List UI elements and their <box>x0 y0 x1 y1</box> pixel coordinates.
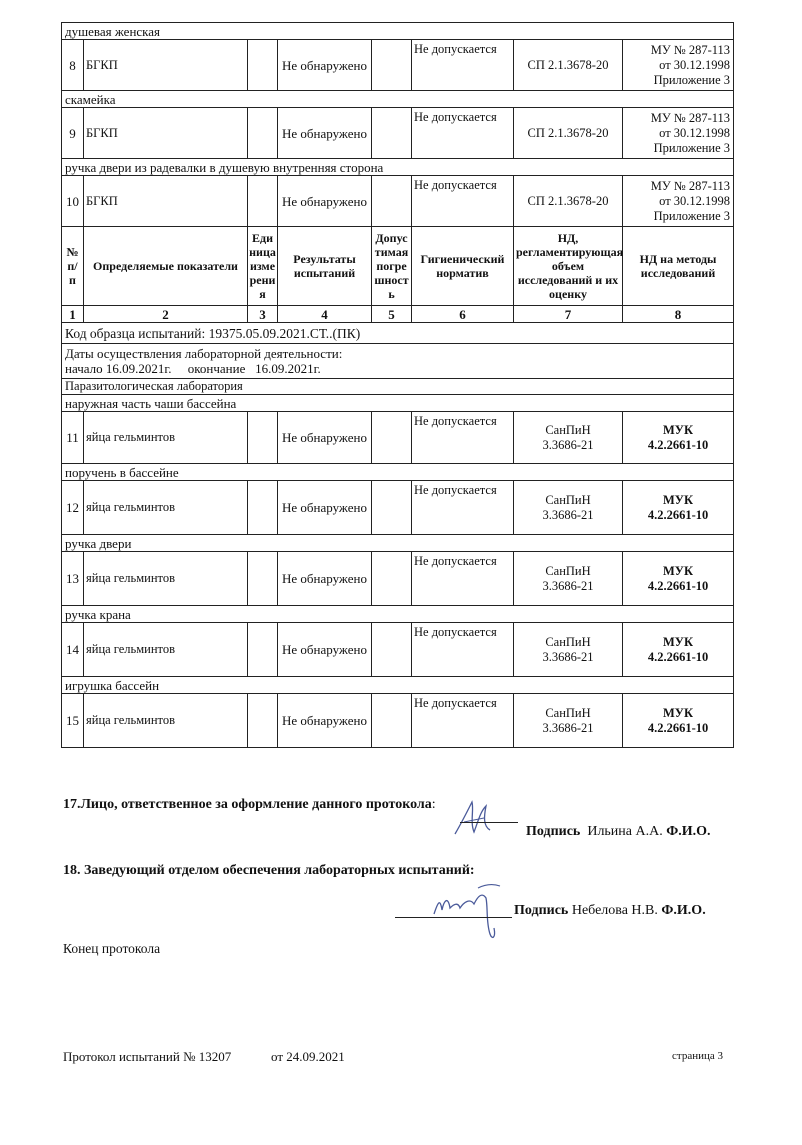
section-label-row <box>62 395 734 412</box>
header-error: Допустимая погрешность <box>372 227 412 306</box>
section-label: скамейка <box>62 91 734 108</box>
section-label-row <box>62 23 734 40</box>
indicator-name: яйца гельминтов <box>84 481 248 535</box>
method-line: от 30.12.1998 <box>659 193 731 208</box>
row-number: 9 <box>62 108 84 159</box>
method-cell: МУК 4.2.2661-10 <box>623 481 734 535</box>
error-cell <box>372 108 412 159</box>
result-cell: Не обнаружено <box>278 481 372 535</box>
row-number: 12 <box>62 481 84 535</box>
nd-cell: СП 2.1.3678-20 <box>514 176 623 227</box>
item17-sign-info: Подпись Ильина А.А. Ф.И.О. <box>526 824 711 839</box>
footer-date: от 24.09.2021 <box>271 1049 345 1064</box>
item18-sign-info: Подпись Небелова Н.В. Ф.И.О. <box>514 903 706 918</box>
indicator-name: яйца гельминтов <box>84 623 248 677</box>
table-header-row <box>62 227 734 306</box>
results-table <box>61 22 734 748</box>
dates-values: начало 16.09.2021г. окончание 16.09.2021г. <box>65 361 321 376</box>
header-indicators: Определяемые показатели <box>84 227 248 306</box>
indicator-name: БГКП <box>84 108 248 159</box>
method-line: МУ № 287-113 <box>650 110 731 125</box>
section-label: ручка двери из радевалки в душевую внутренняя сторона <box>62 159 734 176</box>
result-cell: Не обнаружено <box>278 694 372 748</box>
table-row <box>62 623 734 677</box>
section-label-row <box>62 677 734 694</box>
nd-cell: СП 2.1.3678-20 <box>514 40 623 91</box>
column-number: 7 <box>514 306 623 323</box>
column-number: 2 <box>84 306 248 323</box>
method-line: МУ № 287-113 <box>650 42 731 57</box>
norm-cell: Не допускается <box>412 481 514 535</box>
table-row <box>62 412 734 464</box>
method-cell: МУК 4.2.2661-10 <box>623 694 734 748</box>
row-number: 8 <box>62 40 84 91</box>
result-cell: Не обнаружено <box>278 412 372 464</box>
result-cell: Не обнаружено <box>278 108 372 159</box>
signature-line-17 <box>460 822 518 823</box>
method-cell <box>623 40 734 91</box>
section-label-row <box>62 464 734 481</box>
column-number: 4 <box>278 306 372 323</box>
result-cell: Не обнаружено <box>278 176 372 227</box>
norm-cell: Не допускается <box>412 623 514 677</box>
norm-cell: Не допускается <box>412 108 514 159</box>
row-number: 14 <box>62 623 84 677</box>
section-label: поручень в бассейне <box>62 464 734 481</box>
unit-cell <box>248 412 278 464</box>
indicator-name: яйца гельминтов <box>84 552 248 606</box>
footer-protocol-number: Протокол испытаний № 13207 <box>63 1049 232 1064</box>
error-cell <box>372 623 412 677</box>
method-line: от 30.12.1998 <box>659 57 731 72</box>
method-cell: МУК 4.2.2661-10 <box>623 552 734 606</box>
norm-cell: Не допускается <box>412 694 514 748</box>
unit-cell <box>248 694 278 748</box>
row-number: 11 <box>62 412 84 464</box>
table-row <box>62 108 734 159</box>
header-unit: Единица измерения <box>248 227 278 306</box>
method-line: Приложение 3 <box>653 208 731 223</box>
header-methods: НД на методы исследований <box>623 227 734 306</box>
header-results: Результаты испытаний <box>278 227 372 306</box>
column-number: 1 <box>62 306 84 323</box>
error-cell <box>372 694 412 748</box>
section-label: ручка двери <box>62 535 734 552</box>
section-label-row <box>62 159 734 176</box>
table-row <box>62 176 734 227</box>
method-cell <box>623 108 734 159</box>
nd-cell: СанПиН 3.3686-21 <box>514 694 623 748</box>
column-number: 8 <box>623 306 734 323</box>
nd-cell: СанПиН 3.3686-21 <box>514 481 623 535</box>
table-row <box>62 481 734 535</box>
sample-code: Код образца испытаний: 19375.05.09.2021.СТ..(ПК) <box>62 323 734 344</box>
section-label: наружная часть чаши бассейна <box>62 395 734 412</box>
result-cell: Не обнаружено <box>278 40 372 91</box>
item17-title: 17.Лицо, ответственное за оформление данного протокола: <box>63 797 436 812</box>
unit-cell <box>248 552 278 606</box>
sample-code-row <box>62 323 734 344</box>
signature-line-18 <box>395 917 512 918</box>
method-line: МУ № 287-113 <box>650 178 731 193</box>
indicator-name: яйца гельминтов <box>84 412 248 464</box>
method-cell: МУК 4.2.2661-10 <box>623 412 734 464</box>
column-number: 5 <box>372 306 412 323</box>
unit-cell <box>248 176 278 227</box>
result-cell: Не обнаружено <box>278 552 372 606</box>
row-number: 13 <box>62 552 84 606</box>
end-of-protocol: Конец протокола <box>63 941 161 956</box>
error-cell <box>372 412 412 464</box>
signature-nebelova <box>430 878 510 952</box>
method-line: от 30.12.1998 <box>659 125 731 140</box>
error-cell <box>372 552 412 606</box>
error-cell <box>372 176 412 227</box>
unit-cell <box>248 623 278 677</box>
nd-cell: СанПиН 3.3686-21 <box>514 552 623 606</box>
table-row <box>62 40 734 91</box>
indicator-name: БГКП <box>84 40 248 91</box>
lab-row <box>62 379 734 395</box>
row-number: 10 <box>62 176 84 227</box>
lab-name: Паразитологическая лаборатория <box>62 379 734 395</box>
error-cell <box>372 481 412 535</box>
dates-row <box>62 344 734 379</box>
nd-cell: СанПиН 3.3686-21 <box>514 623 623 677</box>
section-label: душевая женская <box>62 23 734 40</box>
header-nd: НД, регламентирующая объем исследований и их оценку <box>514 227 623 306</box>
nd-cell: СП 2.1.3678-20 <box>514 108 623 159</box>
footer-page-number: страница 3 <box>672 1050 723 1062</box>
column-number: 3 <box>248 306 278 323</box>
table-row <box>62 694 734 748</box>
nd-cell: СанПиН 3.3686-21 <box>514 412 623 464</box>
indicator-name: яйца гельминтов <box>84 694 248 748</box>
section-label: ручка крана <box>62 606 734 623</box>
method-line: Приложение 3 <box>653 140 731 155</box>
header-num: № п/п <box>62 227 84 306</box>
dates-cell <box>62 344 734 379</box>
table-row <box>62 552 734 606</box>
signature-ilyina <box>450 792 500 846</box>
norm-cell: Не допускается <box>412 40 514 91</box>
method-cell: МУК 4.2.2661-10 <box>623 623 734 677</box>
indicator-name: БГКП <box>84 176 248 227</box>
section-label-row <box>62 535 734 552</box>
section-label-row <box>62 606 734 623</box>
section-label-row <box>62 91 734 108</box>
header-norm: Гигиенический норматив <box>412 227 514 306</box>
norm-cell: Не допускается <box>412 176 514 227</box>
norm-cell: Не допускается <box>412 412 514 464</box>
unit-cell <box>248 40 278 91</box>
section-label: игрушка бассейн <box>62 677 734 694</box>
row-number: 15 <box>62 694 84 748</box>
unit-cell <box>248 481 278 535</box>
error-cell <box>372 40 412 91</box>
dates-title: Даты осуществления лабораторной деятельности: <box>65 346 343 361</box>
method-line: Приложение 3 <box>653 72 731 87</box>
unit-cell <box>248 108 278 159</box>
method-cell <box>623 176 734 227</box>
norm-cell: Не допускается <box>412 552 514 606</box>
column-numbers-row <box>62 306 734 323</box>
item18-title: 18. Заведующий отделом обеспечения лабораторных испытаний: <box>63 863 475 878</box>
column-number: 6 <box>412 306 514 323</box>
result-cell: Не обнаружено <box>278 623 372 677</box>
